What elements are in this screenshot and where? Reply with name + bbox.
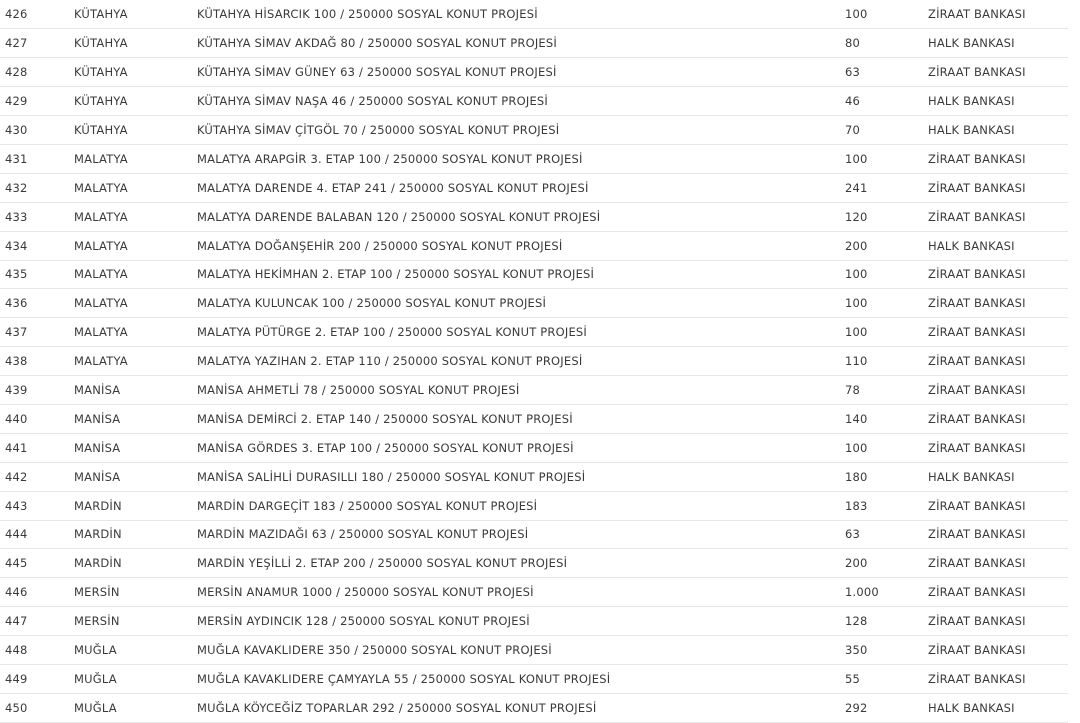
table-row — [0, 144, 1068, 173]
row-number: 445 — [5, 556, 28, 571]
city-cell: MUĞLA — [74, 643, 117, 658]
bank-cell: ZİRAAT BANKASI — [928, 614, 1026, 629]
bank-cell: ZİRAAT BANKASI — [928, 65, 1026, 80]
table-row — [0, 664, 1068, 693]
unit-count-cell: 100 — [845, 440, 868, 455]
table-row — [0, 0, 1068, 29]
row-number: 448 — [5, 643, 28, 658]
table-row — [0, 578, 1068, 607]
bank-cell: ZİRAAT BANKASI — [928, 354, 1026, 369]
table-row — [0, 433, 1068, 462]
unit-count-cell: 200 — [845, 238, 868, 253]
row-number: 437 — [5, 325, 28, 340]
city-cell: MALATYA — [74, 267, 128, 282]
city-cell: KÜTAHYA — [74, 94, 128, 109]
bank-cell: ZİRAAT BANKASI — [928, 671, 1026, 686]
unit-count-cell: 78 — [845, 383, 861, 398]
row-number: 426 — [5, 7, 28, 22]
table-row — [0, 549, 1068, 578]
table-row — [0, 693, 1068, 722]
unit-count-cell: 70 — [845, 123, 861, 137]
table-row — [0, 520, 1068, 549]
project-name-cell: MANİSA AHMETLİ 78 / 250000 SOSYAL KONUT PROJESİ — [197, 383, 520, 398]
project-name-cell: MALATYA HEKİMHAN 2. ETAP 100 / 250000 SOSYAL KONUT PROJESİ — [197, 267, 595, 282]
project-name-cell: MALATYA KULUNCAK 100 / 250000 SOSYAL KONUT PROJESİ — [197, 296, 547, 311]
table-row — [0, 289, 1068, 318]
row-number: 434 — [5, 238, 28, 253]
bank-cell: ZİRAAT BANKASI — [928, 180, 1026, 195]
city-cell: MANİSA — [74, 411, 121, 426]
table-row — [0, 347, 1068, 376]
city-cell: MERSİN — [74, 585, 120, 600]
bank-cell: ZİRAAT BANKASI — [928, 325, 1026, 340]
project-name-cell: MERSİN ANAMUR 1000 / 250000 SOSYAL KONUT PROJESİ — [197, 585, 534, 600]
bank-cell: HALK BANKASI — [928, 469, 1015, 484]
unit-count-cell: 183 — [845, 498, 868, 513]
project-name-cell: MALATYA DARENDE 4. ETAP 241 / 250000 SOSYAL KONUT PROJESİ — [197, 180, 589, 195]
bank-cell: ZİRAAT BANKASI — [928, 383, 1026, 398]
city-cell: KÜTAHYA — [74, 7, 128, 22]
city-cell: MARDİN — [74, 556, 122, 571]
row-number: 435 — [5, 267, 28, 282]
unit-count-cell: 350 — [845, 643, 868, 658]
table-row — [0, 116, 1068, 145]
project-name-cell: MALATYA DOĞANŞEHİR 200 / 250000 SOSYAL KONUT PROJESİ — [197, 238, 563, 253]
project-name-cell: MARDİN DARGEÇİT 183 / 250000 SOSYAL KONUT PROJESİ — [197, 498, 538, 513]
project-name-cell: MUĞLA KAVAKLIDERE ÇAMYAYLA 55 / 250000 SOSYAL KONUT PROJESİ — [197, 671, 611, 686]
city-cell: KÜTAHYA — [74, 36, 128, 51]
city-cell: MUĞLA — [74, 671, 117, 686]
row-number: 446 — [5, 585, 28, 600]
bank-cell: HALK BANKASI — [928, 238, 1015, 253]
city-cell: MERSİN — [74, 614, 120, 629]
project-name-cell: KÜTAHYA SİMAV AKDAĞ 80 / 250000 SOSYAL KONUT PROJESİ — [197, 36, 557, 51]
row-number: 450 — [5, 700, 28, 715]
city-cell: MALATYA — [74, 296, 128, 311]
row-number: 444 — [5, 527, 28, 542]
project-name-cell: MARDİN MAZIDAĞI 63 / 250000 SOSYAL KONUT PROJESİ — [197, 527, 529, 542]
city-cell: MARDİN — [74, 527, 122, 542]
unit-count-cell: 120 — [845, 209, 868, 224]
row-number: 430 — [5, 123, 28, 137]
unit-count-cell: 1.000 — [845, 585, 879, 600]
unit-count-cell: 100 — [845, 296, 868, 311]
row-number: 441 — [5, 440, 28, 455]
bank-cell: ZİRAAT BANKASI — [928, 151, 1026, 166]
city-cell: MANİSA — [74, 440, 121, 455]
unit-count-cell: 63 — [845, 65, 861, 80]
project-name-cell: MALATYA YAZIHAN 2. ETAP 110 / 250000 SOSYAL KONUT PROJESİ — [197, 354, 583, 369]
city-cell: MALATYA — [74, 180, 128, 195]
row-number: 428 — [5, 65, 28, 80]
unit-count-cell: 100 — [845, 7, 868, 22]
bank-cell: HALK BANKASI — [928, 700, 1015, 715]
table-row — [0, 318, 1068, 347]
unit-count-cell: 100 — [845, 151, 868, 166]
table-row — [0, 231, 1068, 260]
city-cell: MARDİN — [74, 498, 122, 513]
row-number: 439 — [5, 383, 28, 398]
row-number: 436 — [5, 296, 28, 311]
table-row — [0, 462, 1068, 491]
bank-cell: HALK BANKASI — [928, 123, 1015, 137]
row-number: 447 — [5, 614, 28, 629]
bank-cell: ZİRAAT BANKASI — [928, 267, 1026, 282]
table-row — [0, 607, 1068, 636]
table-row — [0, 404, 1068, 433]
project-name-cell: MANİSA DEMİRCİ 2. ETAP 140 / 250000 SOSYAL KONUT PROJESİ — [197, 411, 573, 426]
bank-cell: HALK BANKASI — [928, 94, 1015, 109]
city-cell: MANİSA — [74, 383, 121, 398]
unit-count-cell: 241 — [845, 180, 868, 195]
bank-cell: ZİRAAT BANKASI — [928, 209, 1026, 224]
row-number: 431 — [5, 151, 28, 166]
city-cell: KÜTAHYA — [74, 65, 128, 80]
unit-count-cell: 55 — [845, 671, 861, 686]
unit-count-cell: 80 — [845, 36, 861, 51]
city-cell: MALATYA — [74, 151, 128, 166]
row-number: 443 — [5, 498, 28, 513]
table-row — [0, 376, 1068, 405]
project-name-cell: MALATYA DARENDE BALABAN 120 / 250000 SOSYAL KONUT PROJESİ — [197, 209, 601, 224]
project-name-cell: MANİSA GÖRDES 3. ETAP 100 / 250000 SOSYAL KONUT PROJESİ — [197, 440, 574, 455]
bank-cell: ZİRAAT BANKASI — [928, 527, 1026, 542]
unit-count-cell: 140 — [845, 411, 868, 426]
row-number: 429 — [5, 94, 28, 109]
project-name-cell: KÜTAHYA HİSARCIK 100 / 250000 SOSYAL KONUT PROJESİ — [197, 7, 538, 22]
unit-count-cell: 292 — [845, 700, 868, 715]
city-cell: MANİSA — [74, 469, 121, 484]
table-row — [0, 491, 1068, 520]
row-number: 442 — [5, 469, 28, 484]
row-number: 440 — [5, 411, 28, 426]
bank-cell: ZİRAAT BANKASI — [928, 498, 1026, 513]
unit-count-cell: 180 — [845, 469, 868, 484]
unit-count-cell: 63 — [845, 527, 861, 542]
project-name-cell: MUĞLA KÖYCEĞİZ TOPARLAR 292 / 250000 SOSYAL KONUT PROJESİ — [197, 700, 597, 715]
unit-count-cell: 110 — [845, 354, 868, 369]
table-row — [0, 636, 1068, 665]
project-name-cell: MUĞLA KAVAKLIDERE 350 / 250000 SOSYAL KONUT PROJESİ — [197, 643, 552, 658]
table-row — [0, 260, 1068, 289]
project-name-cell: MERSİN AYDINCIK 128 / 250000 SOSYAL KONUT PROJESİ — [197, 614, 530, 629]
project-name-cell: MANİSA SALİHLİ DURASILLI 180 / 250000 SOSYAL KONUT PROJESİ — [197, 469, 586, 484]
city-cell: MALATYA — [74, 209, 128, 224]
table-row — [0, 58, 1068, 87]
bank-cell: ZİRAAT BANKASI — [928, 411, 1026, 426]
project-name-cell: KÜTAHYA SİMAV GÜNEY 63 / 250000 SOSYAL KONUT PROJESİ — [197, 65, 557, 80]
row-number: 432 — [5, 180, 28, 195]
row-number: 427 — [5, 36, 28, 51]
project-name-cell: KÜTAHYA SİMAV ÇİTGÖL 70 / 250000 SOSYAL KONUT PROJESİ — [197, 123, 560, 137]
city-cell: MALATYA — [74, 354, 128, 369]
city-cell: MALATYA — [74, 238, 128, 253]
city-cell: KÜTAHYA — [74, 123, 128, 137]
project-name-cell: MALATYA PÜTÜRGE 2. ETAP 100 / 250000 SOSYAL KONUT PROJESİ — [197, 325, 588, 340]
project-name-cell: MARDİN YEŞİLLİ 2. ETAP 200 / 250000 SOSYAL KONUT PROJESİ — [197, 556, 568, 571]
unit-count-cell: 200 — [845, 556, 868, 571]
bank-cell: ZİRAAT BANKASI — [928, 440, 1026, 455]
table-row — [0, 173, 1068, 202]
unit-count-cell: 100 — [845, 267, 868, 282]
table-row — [0, 29, 1068, 58]
project-name-cell: KÜTAHYA SİMAV NAŞA 46 / 250000 SOSYAL KONUT PROJESİ — [197, 94, 548, 109]
unit-count-cell: 128 — [845, 614, 868, 629]
row-number: 449 — [5, 671, 28, 686]
table-row — [0, 202, 1068, 231]
city-cell: MUĞLA — [74, 700, 117, 715]
bank-cell: ZİRAAT BANKASI — [928, 7, 1026, 22]
row-number: 438 — [5, 354, 28, 369]
bank-cell: ZİRAAT BANKASI — [928, 643, 1026, 658]
row-number: 433 — [5, 209, 28, 224]
project-name-cell: MALATYA ARAPGİR 3. ETAP 100 / 250000 SOSYAL KONUT PROJESİ — [197, 151, 583, 166]
unit-count-cell: 100 — [845, 325, 868, 340]
bank-cell: ZİRAAT BANKASI — [928, 585, 1026, 600]
unit-count-cell: 46 — [845, 94, 861, 109]
city-cell: MALATYA — [74, 325, 128, 340]
bank-cell: ZİRAAT BANKASI — [928, 556, 1026, 571]
bank-cell: HALK BANKASI — [928, 36, 1015, 51]
bank-cell: ZİRAAT BANKASI — [928, 296, 1026, 311]
table-row — [0, 87, 1068, 116]
